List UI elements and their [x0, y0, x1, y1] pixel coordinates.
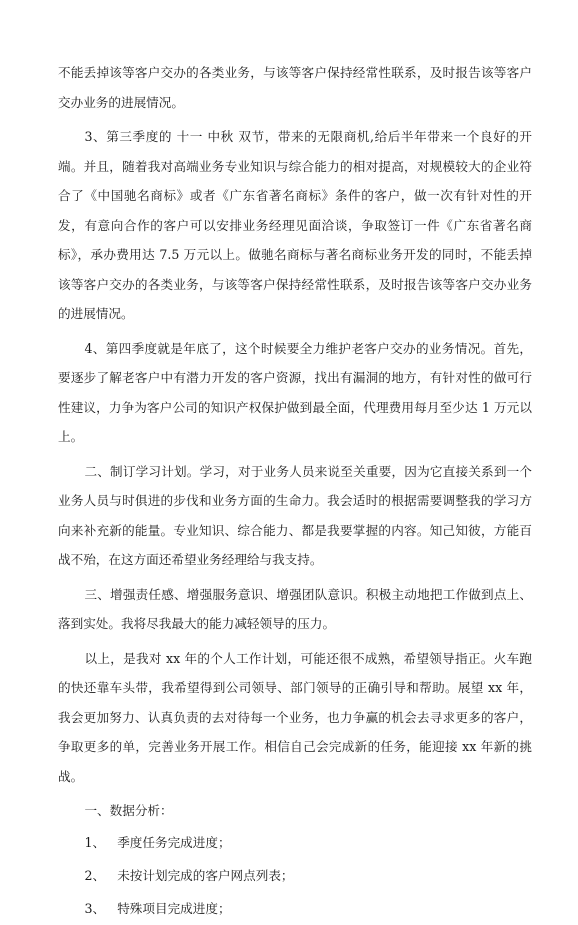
list-item-number: 2、 [84, 867, 106, 883]
section-heading-data-analysis: 一、数据分析： [84, 803, 173, 818]
paragraph-conclusion: 以上，是我对 xx 年的个人工作计划，可能还很不成熟，希望领导指正。火车跑的快还靠车头带，我希望得到公司领导、部门领导的正确引导和帮助。展望 xx 年，我会更加努力、认真负责的去对待每一个业务，也力争赢的机会去寻求更多的客户，争取更多的单，完善业务开展工作。相信自己会完成新的任务，能迎接 xx 年新的挑战。 [58, 650, 532, 784]
list-item-text: 季度任务完成进度； [117, 834, 231, 850]
paragraph-continuation: 不能丢掉该等客户交办的各类业务，与该等客户保持经常性联系，及时报告该等客户交办业务的进展情况。 [58, 65, 532, 110]
paragraph-fourth-quarter: 4、第四季度就是年底了，这个时候要全力维护老客户交办的业务情况。首先，要逐步了解老客户中有潜力开发的客户资源，找出有漏洞的地方，有针对性的做可行性建议，力争为客户公司的知识产权保护做到最全面，代理费用每月至少达 1 万元以上。 [58, 340, 532, 444]
list-item-number: 3、 [84, 900, 106, 916]
paragraph-study-plan: 二、制订学习计划。学习，对于业务人员来说至关重要，因为它直接关系到一个业务人员与时俱进的步伐和业务方面的生命力。我会适时的根据需要调整我的学习方向来补充新的能量。专业知识、综合能力、都是我要掌握的内容。知己知彼，方能百战不殆，在这方面还希望业务经理给与我支持。 [58, 463, 532, 567]
list-item-number: 1、 [84, 834, 106, 850]
list-item [58, 826, 532, 859]
paragraph-responsibility: 三、增强责任感、增强服务意识、增强团队意识。积极主动地把工作做到点上、落到实处。我将尽我最大的能力减轻领导的压力。 [58, 586, 532, 631]
list-item [58, 859, 532, 892]
list-item [58, 892, 532, 925]
list-item-text: 未按计划完成的客户网点列表； [117, 867, 294, 883]
paragraph-third-quarter: 3、第三季度的 十一 中秋 双节，带来的无限商机,给后半年带来一个良好的开端。并且，随着我对高端业务专业知识与综合能力的相对提高，对规模较大的企业符合了《中国驰名商标》或者《广东省著名商标》条件的客户，做一次有针对性的开发，有意向合作的客户可以安排业务经理见面洽谈，争取签订一件《广东省著名商标》，承办费用达 7.5 万元以上。做驰名商标与著名商标业务开发的同时，不能丢掉该等客户交办的各类业务，与该等客户保持经常性联系，及时报告该等客户交办业务的进展情况。 [58, 129, 532, 321]
list-item-text: 特殊项目完成进度； [117, 900, 231, 916]
